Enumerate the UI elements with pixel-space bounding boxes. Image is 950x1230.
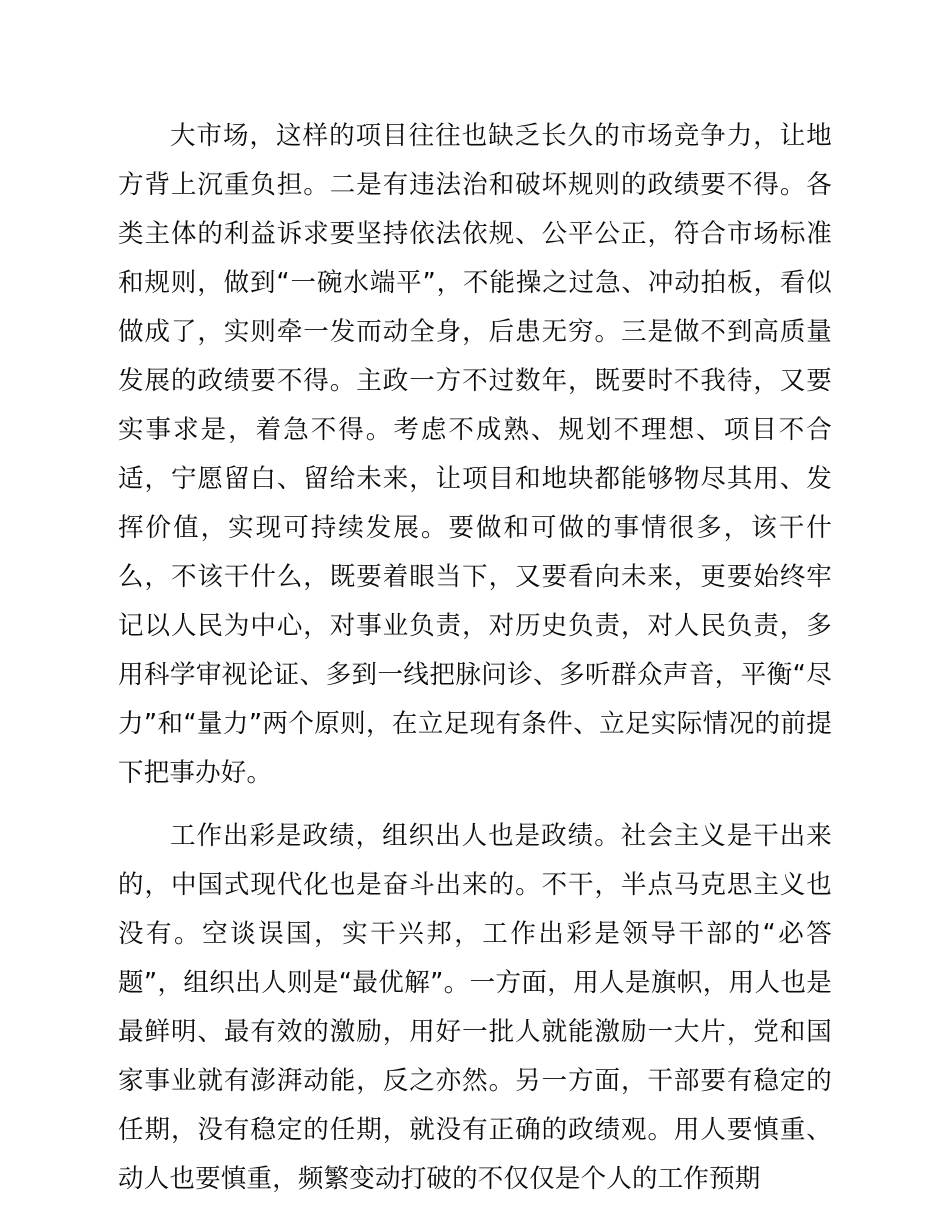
paragraph: 工作出彩是政绩，组织出人也是政绩。社会主义是干出来的，中国式现代化也是奋斗出来的。不干，半点马克思主义也没有。空谈误国，实干兴邦，工作出彩是领导干部的“必答题”，组织出人则是“最优解”。一方面，用人是旗帜，用人也是最鲜明、最有效的激励，用好一批人就能激励一大片，党和国家事业就有澎湃动能，反之亦然。另一方面，干部要有稳定的任期，没有稳定的任期，就没有正确的政绩观。用人要慎重、动人也要慎重，频繁变动打破的不仅仅是个人的工作预期 [118,821,832,1194]
paragraph: 大市场，这样的项目往往也缺乏长久的市场竞争力，让地方背上沉重负担。二是有违法治和破坏规则的政绩要不得。各类主体的利益诉求要坚持依法依规、公平公正，符合市场标准和规则，做到“一碗水端平”，不能操之过急、冲动拍板，看似做成了，实则牵一发而动全身，后患无穷。三是做不到高质量发展的政绩要不得。主政一方不过数年，既要时不我待，又要实事求是，着急不得。考虑不成熟、规划不理想、项目不合适，宁愿留白、留给未来，让项目和地块都能够物尽其用、发挥价值，实现可持续发展。要做和可做的事情很多，该干什么，不该干什么，既要着眼当下，又要看向未来，更要始终牢记以人民为中心，对事业负责，对历史负责，对人民负责，多用科学审视论证、多到一线把脉问诊、多听群众声音，平衡“尽力”和“量力”两个原则，在立足现有条件、立足实际情况的前提下把事办好。 [118,121,832,788]
document-body [118,112,832,1204]
